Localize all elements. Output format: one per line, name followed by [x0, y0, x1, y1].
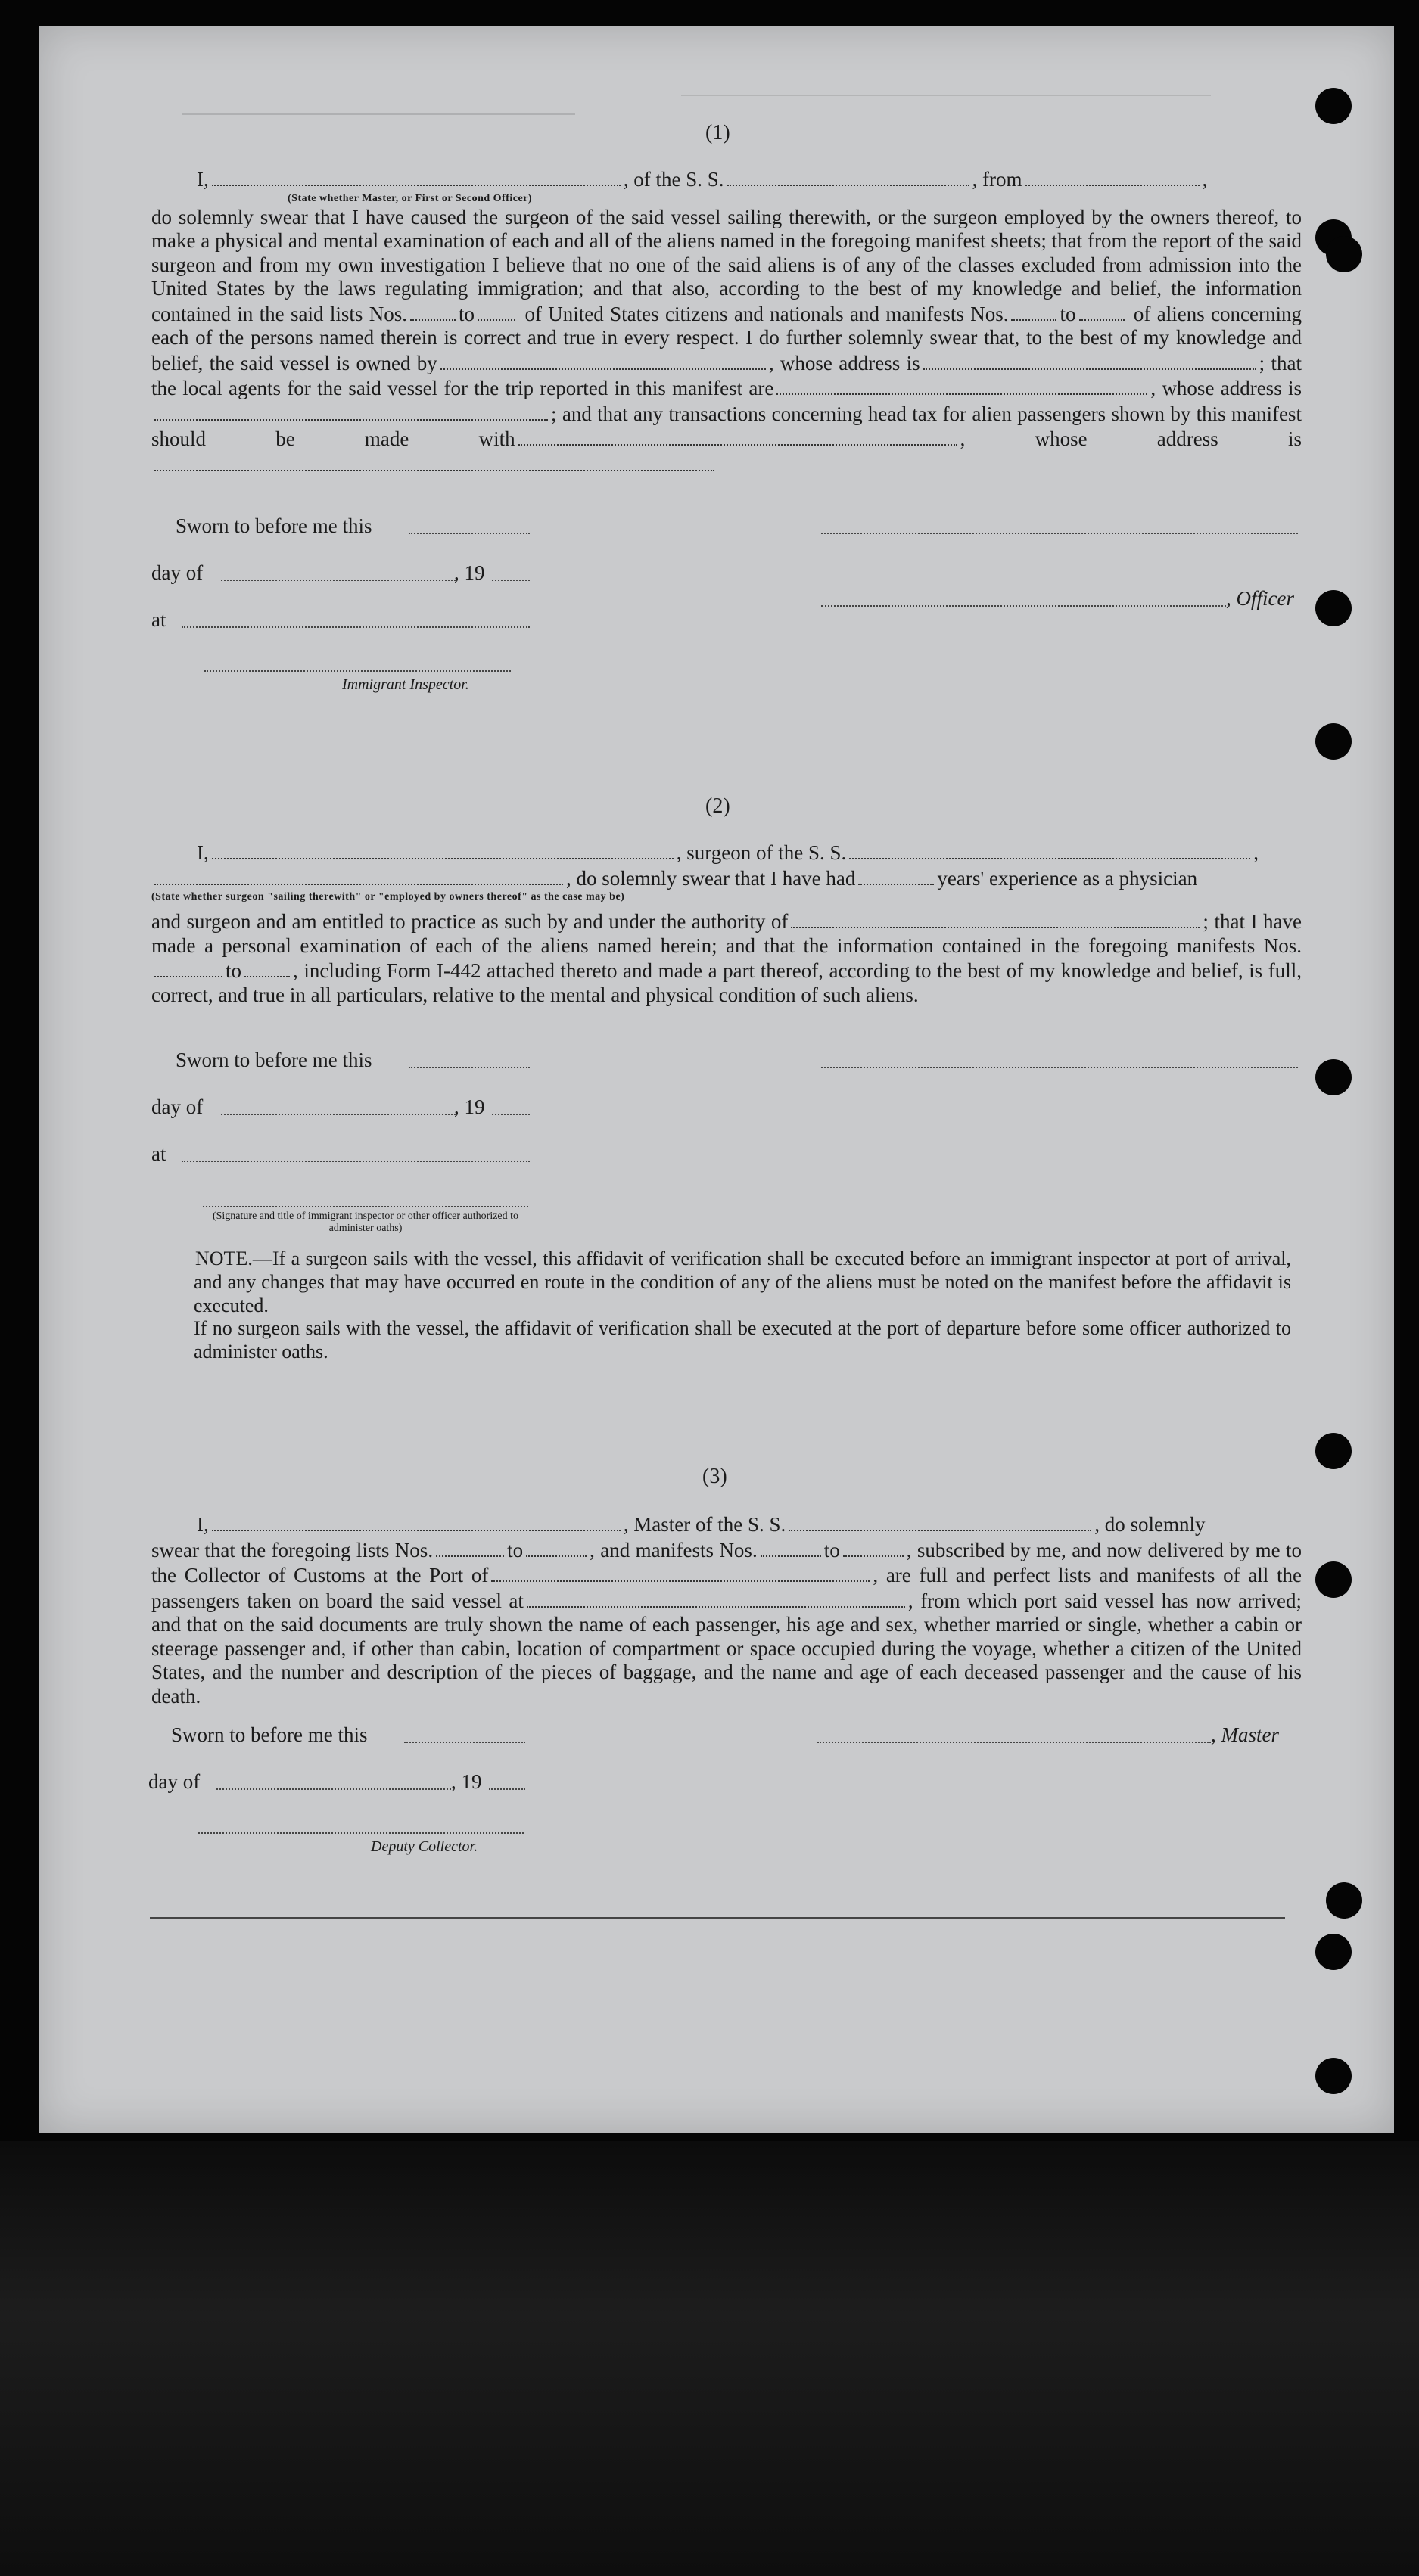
section-1-officer-name-field[interactable] — [821, 605, 1226, 607]
master-lists-from-field[interactable] — [436, 1537, 504, 1557]
vessel-name-field[interactable] — [727, 166, 969, 186]
section-3-number: (3) — [702, 1465, 727, 1488]
section-2-line-1: I, , surgeon of the S. S. , — [197, 841, 1259, 864]
section-1-year-field[interactable] — [492, 580, 530, 581]
master-name-field[interactable] — [212, 1512, 621, 1531]
vessel-owner-field[interactable] — [440, 350, 766, 370]
section-1-place-field[interactable] — [182, 626, 530, 628]
section-2-day-of: day of — [151, 1095, 204, 1118]
surgeon-status-caption: (State whether surgeon "sailing therewith" or "employed by owners thereof" as the case may be) — [151, 891, 625, 903]
surgeon-note: NOTE.—If a surgeon sails with the vessel, this affidavit of verification shall be executed before an immigrant inspector at port of arrival, and any changes that may have occurred en route in the condition of any of the aliens must be noted on the manifest before the affidavit is executed. — [194, 1248, 1291, 1316]
surgeon-signature-field[interactable] — [821, 1067, 1298, 1068]
master-lists-to-field[interactable] — [526, 1537, 587, 1557]
binder-hole-icon — [1315, 1561, 1352, 1598]
years-experience-field[interactable] — [858, 865, 934, 885]
section-2-year: , 19 — [454, 1095, 485, 1118]
section-1-year: , 19 — [454, 561, 485, 584]
binder-hole-icon — [1326, 236, 1362, 272]
section-2-month-field[interactable] — [221, 1114, 456, 1115]
surgeon-manifests-to-field[interactable] — [244, 958, 290, 977]
master-manifests-from-field[interactable] — [761, 1537, 821, 1557]
section-3-sworn: Sworn to before me this — [171, 1723, 368, 1746]
master-vessel-field[interactable] — [789, 1512, 1091, 1531]
inspector-caption: Immigrant Inspector. — [342, 676, 469, 693]
section-2-oath-text: and surgeon and am entitled to practice as such by and under the authority of ; that I have made a personal examination of each of the aliens named herein; and that the information contained in the foregoing manifests Nos.to , including Form I-442 attached thereto and made a part thereof, according to the best of my knowledge and belief, is full, correct, and true in all particulars, relative to the mental and physical condition of such aliens. — [151, 910, 1302, 1006]
section-1-at: at — [151, 608, 166, 631]
head-tax-address-field[interactable] — [154, 452, 714, 471]
agents-address-field[interactable] — [154, 401, 548, 421]
section-2-place-field[interactable] — [182, 1161, 530, 1162]
section-1-line-1: I, , of the S. S. , from , — [197, 168, 1208, 191]
section-2-line-2: , do solemnly swear that I have had years' experience as a physician — [151, 865, 1302, 891]
binder-hole-icon — [1315, 1059, 1352, 1095]
embarkation-port-field[interactable] — [527, 1588, 905, 1608]
authority-field[interactable] — [791, 909, 1200, 928]
section-3-month-field[interactable] — [216, 1788, 451, 1790]
oath-officer-signature-field[interactable] — [203, 1206, 528, 1207]
oath-officer-caption: (Signature and title of immigrant inspector or other officer authorized to administer oaths) — [212, 1210, 519, 1234]
bottom-rule — [150, 1917, 1285, 1919]
officer-label: , Officer — [1226, 587, 1294, 610]
master-label: , Master — [1211, 1723, 1279, 1746]
bleed-through-mark — [182, 113, 575, 129]
from-port-field[interactable] — [1025, 166, 1200, 186]
section-2-sworn-date-field[interactable] — [409, 1067, 530, 1068]
surgeon-name-field[interactable] — [212, 840, 674, 859]
section-1-body — [151, 166, 1302, 477]
master-manifests-to-field[interactable] — [843, 1537, 904, 1557]
officer-role-field[interactable] — [212, 166, 621, 186]
scanner-background — [0, 2141, 1419, 2576]
section-3-line-1: I, , Master of the S. S. , do solemnly — [197, 1513, 1206, 1536]
no-surgeon-note: If no surgeon sails with the vessel, the affidavit of verification shall be executed at the port of departure before some officer authorized to administer oaths. — [194, 1317, 1291, 1363]
note-label: NOTE. — [195, 1248, 253, 1269]
binder-hole-icon — [1326, 1882, 1362, 1919]
surgeon-status-field[interactable] — [154, 865, 563, 885]
port-field[interactable] — [491, 1562, 870, 1582]
binder-hole-icon — [1315, 88, 1352, 124]
manifests-from-field[interactable] — [1011, 301, 1056, 321]
section-3-year: , 19 — [451, 1770, 482, 1793]
section-3-year-field[interactable] — [489, 1788, 525, 1790]
section-2-at: at — [151, 1142, 166, 1165]
head-tax-contact-field[interactable] — [518, 426, 957, 446]
section-3-body — [151, 1512, 1302, 1708]
master-signature-field[interactable] — [817, 1742, 1211, 1743]
section-1-oath-text: do solemnly swear that I have caused the surgeon of the said vessel sailing therewith, or the surgeon employed by the owners thereof, to make a physical and mental examination of each and all of the aliens named in the foregoing manifest sheets; that from the report of the said surgeon and from my own investigation I believe that no one of the said aliens is of any of the classes excluded from admission into the United States by the laws regulating immigration; and that also, according to the best of my knowledge and belief, the information contained in the said lists Nos. to of United States citizens and nationals and manifests Nos. to of aliens concerning each of the persons named therein is correct and true in every respect. I do further solemnly swear that, to the best of my knowledge and belief, the said vessel is owned by , whose address is ; that the local agents for the said vessel for the trip reported in this manifest are , whose address is; and that any transactions concerning head tax for alien passengers shown by this manifest should be made with , whose address is — [151, 206, 1302, 477]
section-1-sworn: Sworn to before me this — [176, 514, 372, 537]
binder-hole-icon — [1315, 590, 1352, 626]
section-3-oath-text: swear that the foregoing lists Nos. to , and manifests Nos. to , subscribed by me, and now delivered by me to the Collector of Customs at the Port of , are full and perfect lists and manifests of all the passengers taken on board the said vessel at , from which port said vessel has now arrived; and that on the said documents are truly shown the name of each passenger, his age and sex, whether married or single, whether a cabin or steerage passenger and, if other than cabin, location of compartment or space occupied during the voyage, whether a citizen of the United States, and the number and description of the pieces of baggage, and the name and age of each deceased passenger and the cause of his death. — [151, 1538, 1302, 1707]
binder-hole-icon — [1315, 2058, 1352, 2094]
inspector-signature-field[interactable] — [204, 670, 511, 672]
section-2-year-field[interactable] — [492, 1114, 530, 1115]
lists-to-field[interactable] — [478, 301, 515, 321]
binder-hole-icon — [1315, 1433, 1352, 1469]
section-2-body — [151, 840, 1302, 1007]
owner-address-field[interactable] — [923, 350, 1256, 370]
surgeon-vessel-field[interactable] — [849, 840, 1250, 859]
role-caption: (State whether Master, or First or Second Officer) — [288, 192, 533, 204]
collector-caption: Deputy Collector. — [371, 1838, 478, 1855]
local-agents-field[interactable] — [776, 375, 1147, 395]
lists-from-field[interactable] — [410, 301, 456, 321]
section-1-month-field[interactable] — [221, 580, 456, 581]
section-2-sworn: Sworn to before me this — [176, 1049, 372, 1071]
section-2-number: (2) — [705, 794, 730, 818]
section-1-day-of: day of — [151, 561, 204, 584]
binder-hole-icon — [1315, 723, 1352, 760]
collector-signature-field[interactable] — [198, 1832, 524, 1834]
bleed-through-mark — [681, 95, 1211, 110]
binder-hole-icon — [1315, 1934, 1352, 1970]
section-1-officer-signature-field[interactable] — [821, 533, 1298, 534]
surgeon-manifests-from-field[interactable] — [154, 958, 222, 977]
section-3-sworn-date-field[interactable] — [404, 1742, 525, 1743]
manifests-to-field[interactable] — [1079, 301, 1125, 321]
section-1-number: (1) — [705, 121, 730, 144]
section-3-day-of: day of — [148, 1770, 201, 1793]
section-1-sworn-date-field[interactable] — [409, 533, 530, 534]
